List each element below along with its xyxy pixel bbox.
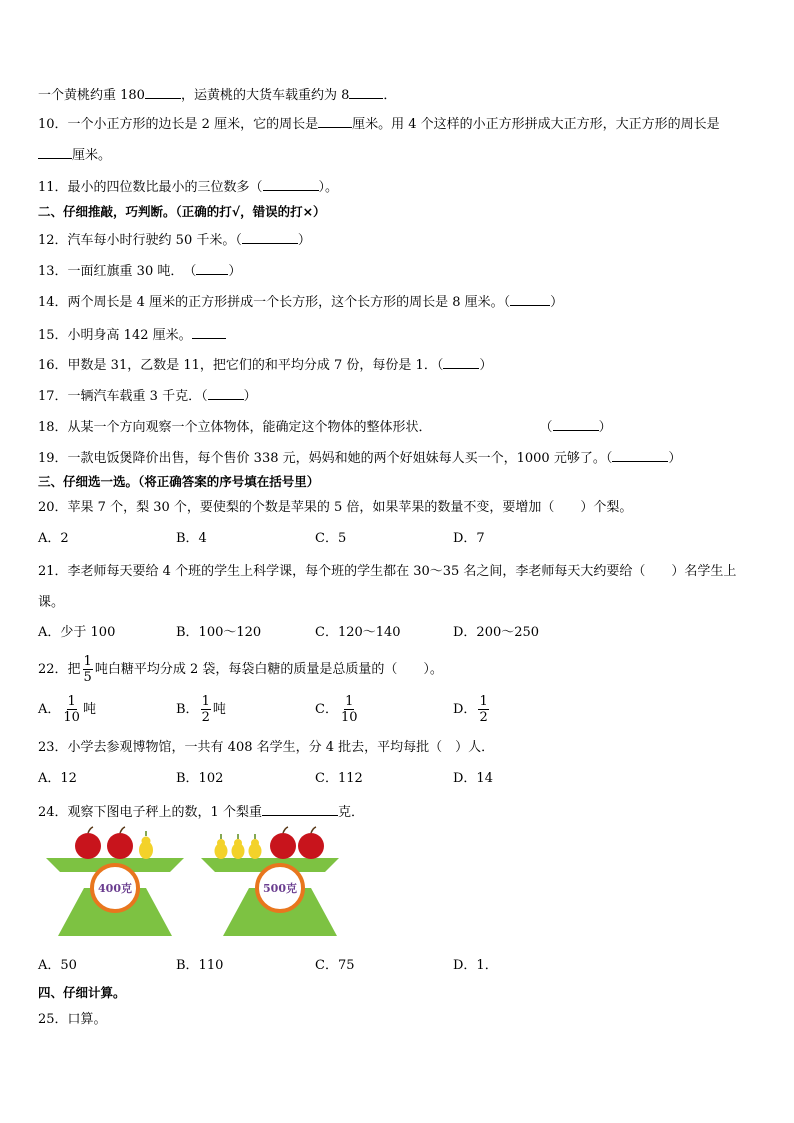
section-2-heading: 二、仔细推敲，巧判断。（正确的打√，错误的打×）	[38, 204, 326, 219]
q24: 24．观察下图电子秤上的数，1 个梨重 克．	[38, 801, 364, 822]
scale-reading: 400克	[98, 882, 132, 895]
answer-blank[interactable]	[208, 385, 244, 400]
q21-option-b[interactable]: B．100～120	[176, 625, 262, 640]
apple-icon	[298, 833, 324, 859]
q22-option-a[interactable]: A． $\frac{1}{10}$ 吨	[38, 694, 96, 725]
answer-blank[interactable]	[349, 84, 383, 99]
q24-option-a[interactable]: A．50	[38, 958, 77, 973]
q21: 21．李老师每天要给 4 个班的学生上科学课，每个班的学生都在 30～35 名之间，李老师每天大约要给（ ）名学生上课。	[38, 564, 737, 610]
scale-illustration-right	[197, 826, 343, 942]
answer-blank[interactable]	[145, 84, 181, 99]
section-4-heading: 四、仔细计算。	[38, 985, 126, 1000]
q23-option-b[interactable]: B．102	[176, 771, 224, 786]
answer-blank[interactable]	[192, 324, 226, 339]
q9-tail: 一个黄桃约重 180 ，运黄桃的大货车载重约为 8 ．	[38, 84, 396, 105]
q12: 12．汽车每小时行驶约 50 千米。（ ）	[38, 229, 311, 250]
section-3-heading: 三、仔细选一选。（将正确答案的序号填在括号里）	[38, 474, 320, 489]
answer-blank[interactable]	[242, 229, 298, 244]
q15: 15．小明身高 142 厘米。	[38, 324, 226, 345]
q24-option-b[interactable]: B．110	[176, 958, 224, 973]
q17: 17．一辆汽车载重 3 千克．（ ）	[38, 385, 257, 406]
answer-blank[interactable]	[263, 176, 319, 191]
apple-icon	[107, 833, 133, 859]
q24-option-c[interactable]: C．75	[315, 958, 355, 973]
q22-option-b[interactable]: B． $\frac{1}{2}$ 吨	[176, 694, 226, 725]
answer-blank[interactable]	[38, 144, 72, 159]
q22: 22．把 $\frac{1}{5}$ 吨白糖平均分成 2 袋，每袋白糖的质量是总质量的（ ）。	[38, 654, 443, 685]
answer-blank[interactable]	[262, 801, 338, 816]
q21-option-a[interactable]: A．少于 100	[38, 625, 116, 640]
answer-blank[interactable]	[443, 354, 479, 369]
q18: 18．从某一个方向观察一个立体物体，能确定这个物体的整体形状． （ ）	[38, 416, 612, 437]
q21-option-c[interactable]: C．120～140	[315, 625, 401, 640]
answer-blank[interactable]	[318, 113, 352, 128]
answer-blank[interactable]	[510, 291, 550, 306]
q22-option-c[interactable]: C． $\frac{1}{10}$	[315, 694, 358, 725]
q22-option-d[interactable]: D． $\frac{1}{2}$	[453, 694, 488, 725]
q23: 23．小学去参观博物馆，一共有 408 名学生，分 4 批去，平均每批（ ）人．	[38, 740, 495, 755]
q10: 10．一个小正方形的边长是 2 厘米，它的周长是 厘米。用 4 个这样的小正方形拼成大正方形，大正方形的周长是 厘米。	[38, 109, 758, 171]
scale-illustration-left	[42, 826, 188, 942]
q23-option-a[interactable]: A．12	[38, 771, 77, 786]
q20-option-c[interactable]: C．5	[315, 531, 347, 546]
q14: 14．两个周长是 4 厘米的正方形拼成一个长方形，这个长方形的周长是 8 厘米。（ ）	[38, 291, 563, 312]
q19: 19．一款电饭煲降价出售，每个售价 338 元，妈妈和她的两个好姐妹每人买一个，1000 元够了。（ ）	[38, 447, 681, 468]
fraction: $\frac{1}{5}$	[83, 654, 92, 685]
scale-reading: 500克	[263, 882, 297, 895]
q13: 13．一面红旗重 30 吨． （ ）	[38, 260, 241, 281]
q20-option-a[interactable]: A．2	[38, 531, 69, 546]
q23-option-d[interactable]: D．14	[453, 771, 493, 786]
q20: 20．苹果 7 个，梨 30 个，要使梨的个数是苹果的 5 倍，如果苹果的数量不变，要增加（ ）个梨。	[38, 500, 633, 515]
q25: 25．口算。	[38, 1012, 107, 1027]
q21-option-d[interactable]: D．200～250	[453, 625, 540, 640]
q20-option-b[interactable]: B．4	[176, 531, 207, 546]
q23-option-c[interactable]: C．112	[315, 771, 363, 786]
answer-blank[interactable]	[553, 416, 599, 431]
answer-blank[interactable]	[612, 447, 668, 462]
q24-option-d[interactable]: D．1．	[453, 958, 498, 973]
apple-icon	[75, 833, 101, 859]
apple-icon	[270, 833, 296, 859]
answer-blank[interactable]	[196, 260, 228, 275]
q11: 11．最小的四位数比最小的三位数多（ ）。	[38, 176, 338, 197]
q20-option-d[interactable]: D．7	[453, 531, 485, 546]
q16: 16．甲数是 31，乙数是 11，把它们的和平均分成 7 份，每份是 1．（ ）	[38, 354, 492, 375]
